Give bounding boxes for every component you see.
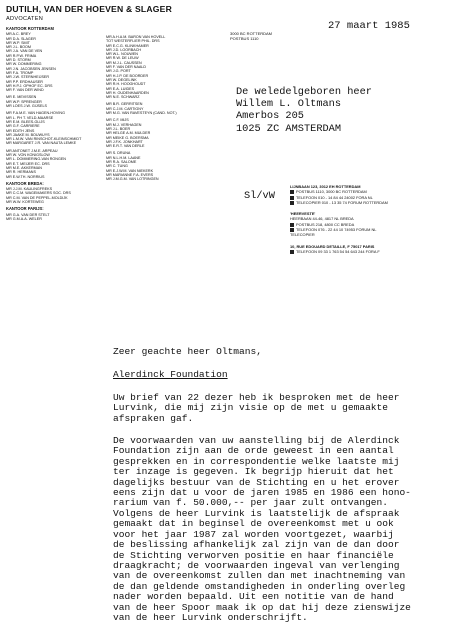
partner-name: MR E. MEVISSEN (6, 95, 37, 100)
text-line: van de overeenkomst zullen dan met inachtneming van (113, 570, 406, 582)
salutation: Zeer geachte heer Oltmans, (113, 346, 262, 357)
partner-name: MR E.W.TH. NORRIUS (6, 174, 45, 179)
office-paris-line: TELEFOON 09 33 1 763 54 54 643 244 FORA F (290, 249, 448, 254)
partner-name: MR M.G. VAN RAVESTEYN (CAND. NOT.) (106, 111, 177, 116)
partner-name: MR N.L.H.M. LAANE (106, 155, 141, 160)
partner-name: MR M.E. AKKERMAN (6, 165, 42, 170)
partner-name: MR J.N. JACOBSEN JENSEN (6, 66, 56, 71)
partner-name: MR EDITH JENS (6, 128, 35, 133)
partner-name: MR W. VON KONIGSLOW (6, 153, 50, 158)
partner-name: MR J.L. BOER (106, 126, 131, 131)
partner-name: MR LOES J.W. GIJSELS (6, 104, 47, 109)
partner-section (6, 182, 98, 204)
partners-column-right (106, 35, 226, 185)
partner-section (106, 118, 226, 148)
recipient-line-1: De weledelgeboren heer (236, 86, 372, 98)
paragraph-1 (113, 393, 450, 424)
recipient-line-2: Willem L. Oltmans (236, 98, 342, 111)
text-line: de dan geldende omstandigheden in onderling overleg (113, 580, 406, 592)
partner-name: MR C.F. MIJS (106, 118, 129, 123)
partner-name: MR ANTONET J.M.E. ARPEAU (6, 148, 58, 153)
partner-name: MR F.A.M.E. VAN HAGEN-HOVING (6, 111, 65, 116)
reference-code: Sl/vW (244, 190, 275, 202)
firm-name: DUTILH, VAN DER HOEVEN & SLAGER (6, 4, 172, 14)
office-rotterdam-line: POSTBUS 1110, 3000 BC ROTTERDAM (290, 189, 448, 194)
partner-name: MR J.L. BOOM (6, 45, 31, 50)
partner-name: MR MEIKE G. BOERSMA (106, 135, 149, 140)
partner-name: MR G.M.A.A. WELER (6, 216, 42, 221)
partner-section (106, 151, 226, 181)
text-line: van de heer Lurvink onderschrijft. (113, 611, 308, 623)
partner-section (6, 149, 98, 179)
partner-name: MR W. DEGELINK (106, 77, 137, 82)
telecopier-icon (290, 201, 294, 205)
text-line: gesprekken en in correspondentie welke laatste mij (113, 455, 400, 467)
text-line: eens zijn dat u voor de jaren 1985 en 1986 een hono- (113, 487, 411, 499)
partner-name: MR E.T. MEIJER EC. DRS (6, 161, 50, 166)
partner-name: MR F. VAN DER WIND (6, 88, 44, 93)
partner-section (6, 111, 98, 145)
partner-name: MR S. DRUNA (106, 151, 131, 156)
partner-name: MR J.M.G.M. VAN LOTRINGEN (106, 177, 159, 182)
partner-name: MR D.A. SLAGER (6, 36, 36, 41)
text-line: Uw brief van 22 dezer heb ik besproken met de heer (113, 391, 400, 403)
partner-name: MR J.D. LOORBACH (106, 47, 142, 52)
partner-name: MR E.J.W.M. VAN NIEKERK (106, 168, 154, 173)
sender-address (230, 31, 272, 41)
text-line: afspraken gaf. (113, 412, 194, 424)
partner-section (6, 207, 98, 221)
office-rotterdam-line: TELECOPIER 010 - 13 35 74 FORUM ROTTERDAM (290, 200, 448, 205)
partner-name: MR J.J.M. KAULINGFREKS (6, 187, 53, 192)
text-line: Foundation zijn aan de orde geweest in een aantal (113, 445, 394, 457)
office-rotterdam-line: TELEFOON 010 - 14 84 44 24002 FORA NL (290, 195, 448, 200)
text-line: ter inzage is gegeven. Ik begrijp hieruit dat het (113, 466, 394, 478)
partner-name: MR R.H. HOOGHOUDT (106, 82, 146, 87)
letterhead (6, 4, 206, 22)
sender-street: 3000 BC ROTTERDAM (230, 31, 273, 36)
office-breda-head: 'HEERVESTE' (290, 211, 316, 217)
partner-name: MR G.A. VAN DER STELT (6, 212, 50, 217)
text-line: Lurvink, die mij zijn visie op de met u gemaakte (113, 402, 388, 414)
partner-name: MR H.P.J. OPHOF EC. DRS (6, 83, 53, 88)
text-line: De voorwaarden van uw aanstelling bij de Alerdinck (113, 435, 400, 447)
partner-name: TOT WESTERFLIER PHIL. DRS (106, 39, 160, 44)
partner-name: MR HELGE A.M. MULDER (106, 131, 151, 136)
partner-section (6, 27, 98, 92)
text-line: nader worden bepaald. Uit een notitie van de hand (113, 591, 394, 603)
office-breda-line: TELECOPIER (290, 232, 315, 238)
phone-icon (290, 196, 294, 200)
partner-name: MR G.F. CARRIERE (6, 124, 40, 129)
recipient-line-3: Amerbos 205 (236, 110, 304, 123)
partner-name: MR D. STORM (6, 58, 31, 63)
partner-name: MR C.J.M. CARTIGNY (106, 106, 144, 111)
partner-name: MR L. DOMMERING-VAN RONGEN (6, 157, 66, 162)
partner-name: MR W.L. NOUWEN (106, 52, 138, 57)
partner-section-heading: KANTOOR BREDA: (6, 180, 44, 186)
text-line: dagelijks bestuur van de Stichting en u het erover (113, 476, 400, 488)
text-line: voor het jaar 1987 zal worden voortgezet, waarbij (113, 528, 394, 540)
partner-name: MR W.P. SMIT (6, 40, 30, 45)
partner-name: MR W.W. KORTEWEG (6, 199, 44, 204)
partner-name: MR R.W. DE LEUW (106, 56, 139, 61)
partner-name: MR H. OUDENHAARDEN (106, 90, 149, 95)
partner-name: MR R.A. SALOME (106, 160, 137, 165)
partner-name: MR H.J.P. DE BOORDER (106, 73, 149, 78)
paragraph-2 (113, 436, 450, 623)
recipient-address (236, 86, 372, 135)
partner-name: MR F.A. TROMP (6, 70, 34, 75)
text-line: gemaakt dat in beginsel de overeenkomst met u ook (113, 518, 394, 530)
partner-name: MR J.F.K. JONKHART (106, 139, 143, 144)
partner-name: MR W. DOMMERING (6, 62, 42, 67)
letter-body (113, 347, 450, 623)
office-breda-line: TELEFOON 076 - 22 44 10 74953 FORUM NL (290, 227, 448, 232)
partner-name: MR MARIANNE F.A. EVERS (106, 172, 154, 177)
partner-name: MR L.M.W. VAN RINSCHOT-KLEINSCHMIDT (6, 137, 82, 142)
partner-name: MR A.C. BREY (6, 32, 31, 37)
partner-name: MR R. HERMANS (6, 170, 36, 175)
partner-name: MR B.R. GERRITSEN (106, 102, 143, 107)
text-line: de beslissing afhankelijk zal zijn van de dan door (113, 539, 400, 551)
recipient-line-4: 1025 ZC AMSTERDAM (236, 122, 342, 135)
partner-name: MR N.E. SCHWARZ (106, 95, 140, 100)
partner-name: MR E.R.T. VAN DERLE (106, 144, 145, 149)
office-breda-line: POSTBUS 218, 4800 CC BREDA (290, 222, 448, 227)
partner-name: MR J.W. STERNHEIJSER (6, 75, 50, 80)
partner-name: MR J.A. VAN DE VEN (6, 49, 43, 54)
office-addresses (290, 184, 448, 254)
partner-name: MR L. PH T. VELD-MAARSE (6, 115, 54, 120)
sender-postbus: POSTBUS 1110 (230, 36, 259, 41)
office-breda-line: HEERBAAN 44-46, 4817 NL BREDA (290, 216, 354, 222)
office-rotterdam-head: LIJNBAAN 123, 3012 EH ROTTERDAM (290, 184, 361, 189)
postbox-icon (290, 190, 294, 194)
partner-name: MR E.A. LUIDES (106, 86, 135, 91)
partner-section (6, 95, 98, 108)
partner-name: MR F. VAN DER NAALD (106, 65, 147, 70)
office-paris-head: 10, RUE EDOUARD DETAILLE, F 75017 PARIS (290, 243, 375, 249)
partner-section-heading: KANTOOR ROTTERDAM (6, 26, 54, 31)
partner-section (106, 102, 226, 115)
partner-name: MR C.C.M. WAGEMAKERS SOC. DRS (6, 191, 71, 196)
partner-section (106, 35, 226, 99)
firm-subtitle: ADVOCATEN (6, 16, 44, 22)
subject-line: Alerdinck Foundation (113, 369, 228, 381)
partner-name: MR W.P. SPRENGER (6, 99, 42, 104)
partner-name: MR C. TUNG (106, 164, 128, 169)
phone-icon (290, 250, 294, 254)
partner-name: MR JAAKE M. BOUWUYS (6, 132, 50, 137)
partners-column-left (6, 27, 98, 224)
letter-date: 27 maart 1985 (328, 20, 410, 32)
partner-section-heading: KANTOOR PARIJS: (6, 206, 44, 212)
partner-name: MR A.H.A.M. BARON VAN HOVELL (106, 35, 166, 39)
partner-name: MR P.P. ERDHAUSER (6, 79, 43, 84)
partner-name: MR MARGARET J.R. VAN NAUTA LEMKE (6, 141, 77, 146)
partner-name: MR C.M. VAN DE PEPPEL-MOLDIJK (6, 195, 68, 200)
text-line: de Stichting verworven positie en haar financiële (113, 549, 394, 561)
text-line: van de heer Spoor maak ik op dat hij deze zienswijze (113, 601, 411, 613)
text-line: rarium van f. 50.000,-- per jaar zult ontvangen. (113, 497, 388, 509)
partner-name: MR R.P.W. FRIMA (6, 53, 37, 58)
text-line: Volgens de heer Lurvink is laatstelijk de afspraak (113, 507, 400, 519)
partner-name: MR E.C.G. KLINKHAMER (106, 43, 149, 48)
partner-name: MR E.M. BLEES-GLIJS (6, 119, 45, 124)
partner-name: MR M.J.L. CAUSSEN (106, 60, 142, 65)
text-line: draagkracht; de voorwaarden ingeval van verlenging (113, 559, 400, 571)
partner-name: MR J.G. PORT (106, 69, 131, 74)
partner-name: MR M.J. VERHAGEN (106, 122, 142, 127)
